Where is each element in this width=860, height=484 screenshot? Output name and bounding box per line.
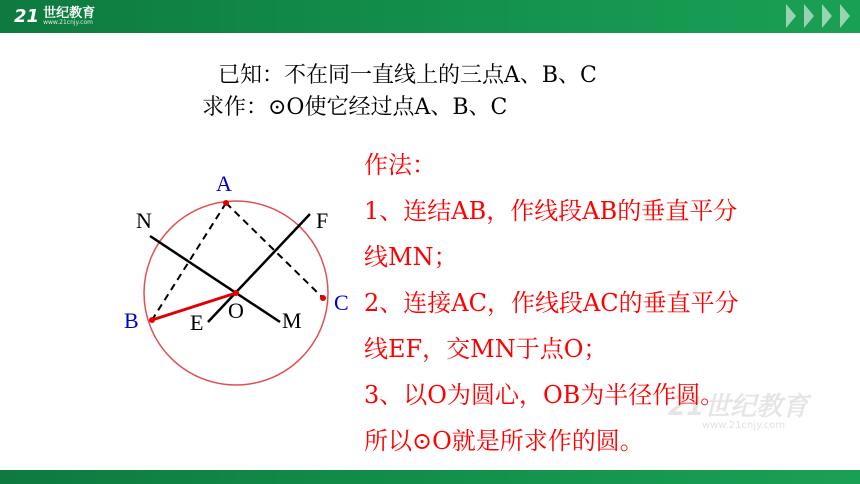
given-statement: 已知：不在同一直线上的三点A、B、C <box>218 63 597 88</box>
step-2-line-2: 线EF，交MN于点O； <box>364 335 608 363</box>
step-2-line-1: 2、连接AC，作线段AC的垂直平分 <box>364 289 739 317</box>
label-c: C <box>334 290 349 315</box>
watermark-logo: 21世纪教育 <box>668 392 809 422</box>
step-3: 3、以O为圆心，OB为半径作圆。 <box>364 381 725 409</box>
conclusion: 所以⊙O就是所求作的圆。 <box>364 427 644 455</box>
label-f: F <box>316 208 329 233</box>
label-m: M <box>282 308 302 333</box>
step-1-line-1: 1、连结AB，作线段AB的垂直平分 <box>364 197 738 225</box>
step-1-line-2: 线MN； <box>364 243 458 271</box>
point-a-dot <box>223 200 229 206</box>
logo-text: 世纪教育 <box>43 5 96 21</box>
logo-url: www.21cnjy.com <box>43 18 93 26</box>
bottom-banner <box>0 470 860 484</box>
construct-statement: 求作：⊙O使它经过点A、B、C <box>202 95 508 120</box>
label-o: O <box>228 298 244 323</box>
point-c-dot <box>320 295 326 301</box>
bisector-ef <box>208 214 310 322</box>
watermark-url: www.21cnjy.com <box>702 420 786 431</box>
label-a: A <box>216 171 232 196</box>
logo-mark: 21 <box>14 5 40 27</box>
label-b: B <box>124 308 139 333</box>
label-e: E <box>190 310 204 335</box>
steps-heading: 作法： <box>364 151 436 179</box>
label-n: N <box>136 208 152 233</box>
point-o-dot <box>233 290 239 296</box>
construction-steps <box>364 142 834 464</box>
point-b-dot <box>149 317 155 323</box>
bisector-mn <box>150 236 280 322</box>
